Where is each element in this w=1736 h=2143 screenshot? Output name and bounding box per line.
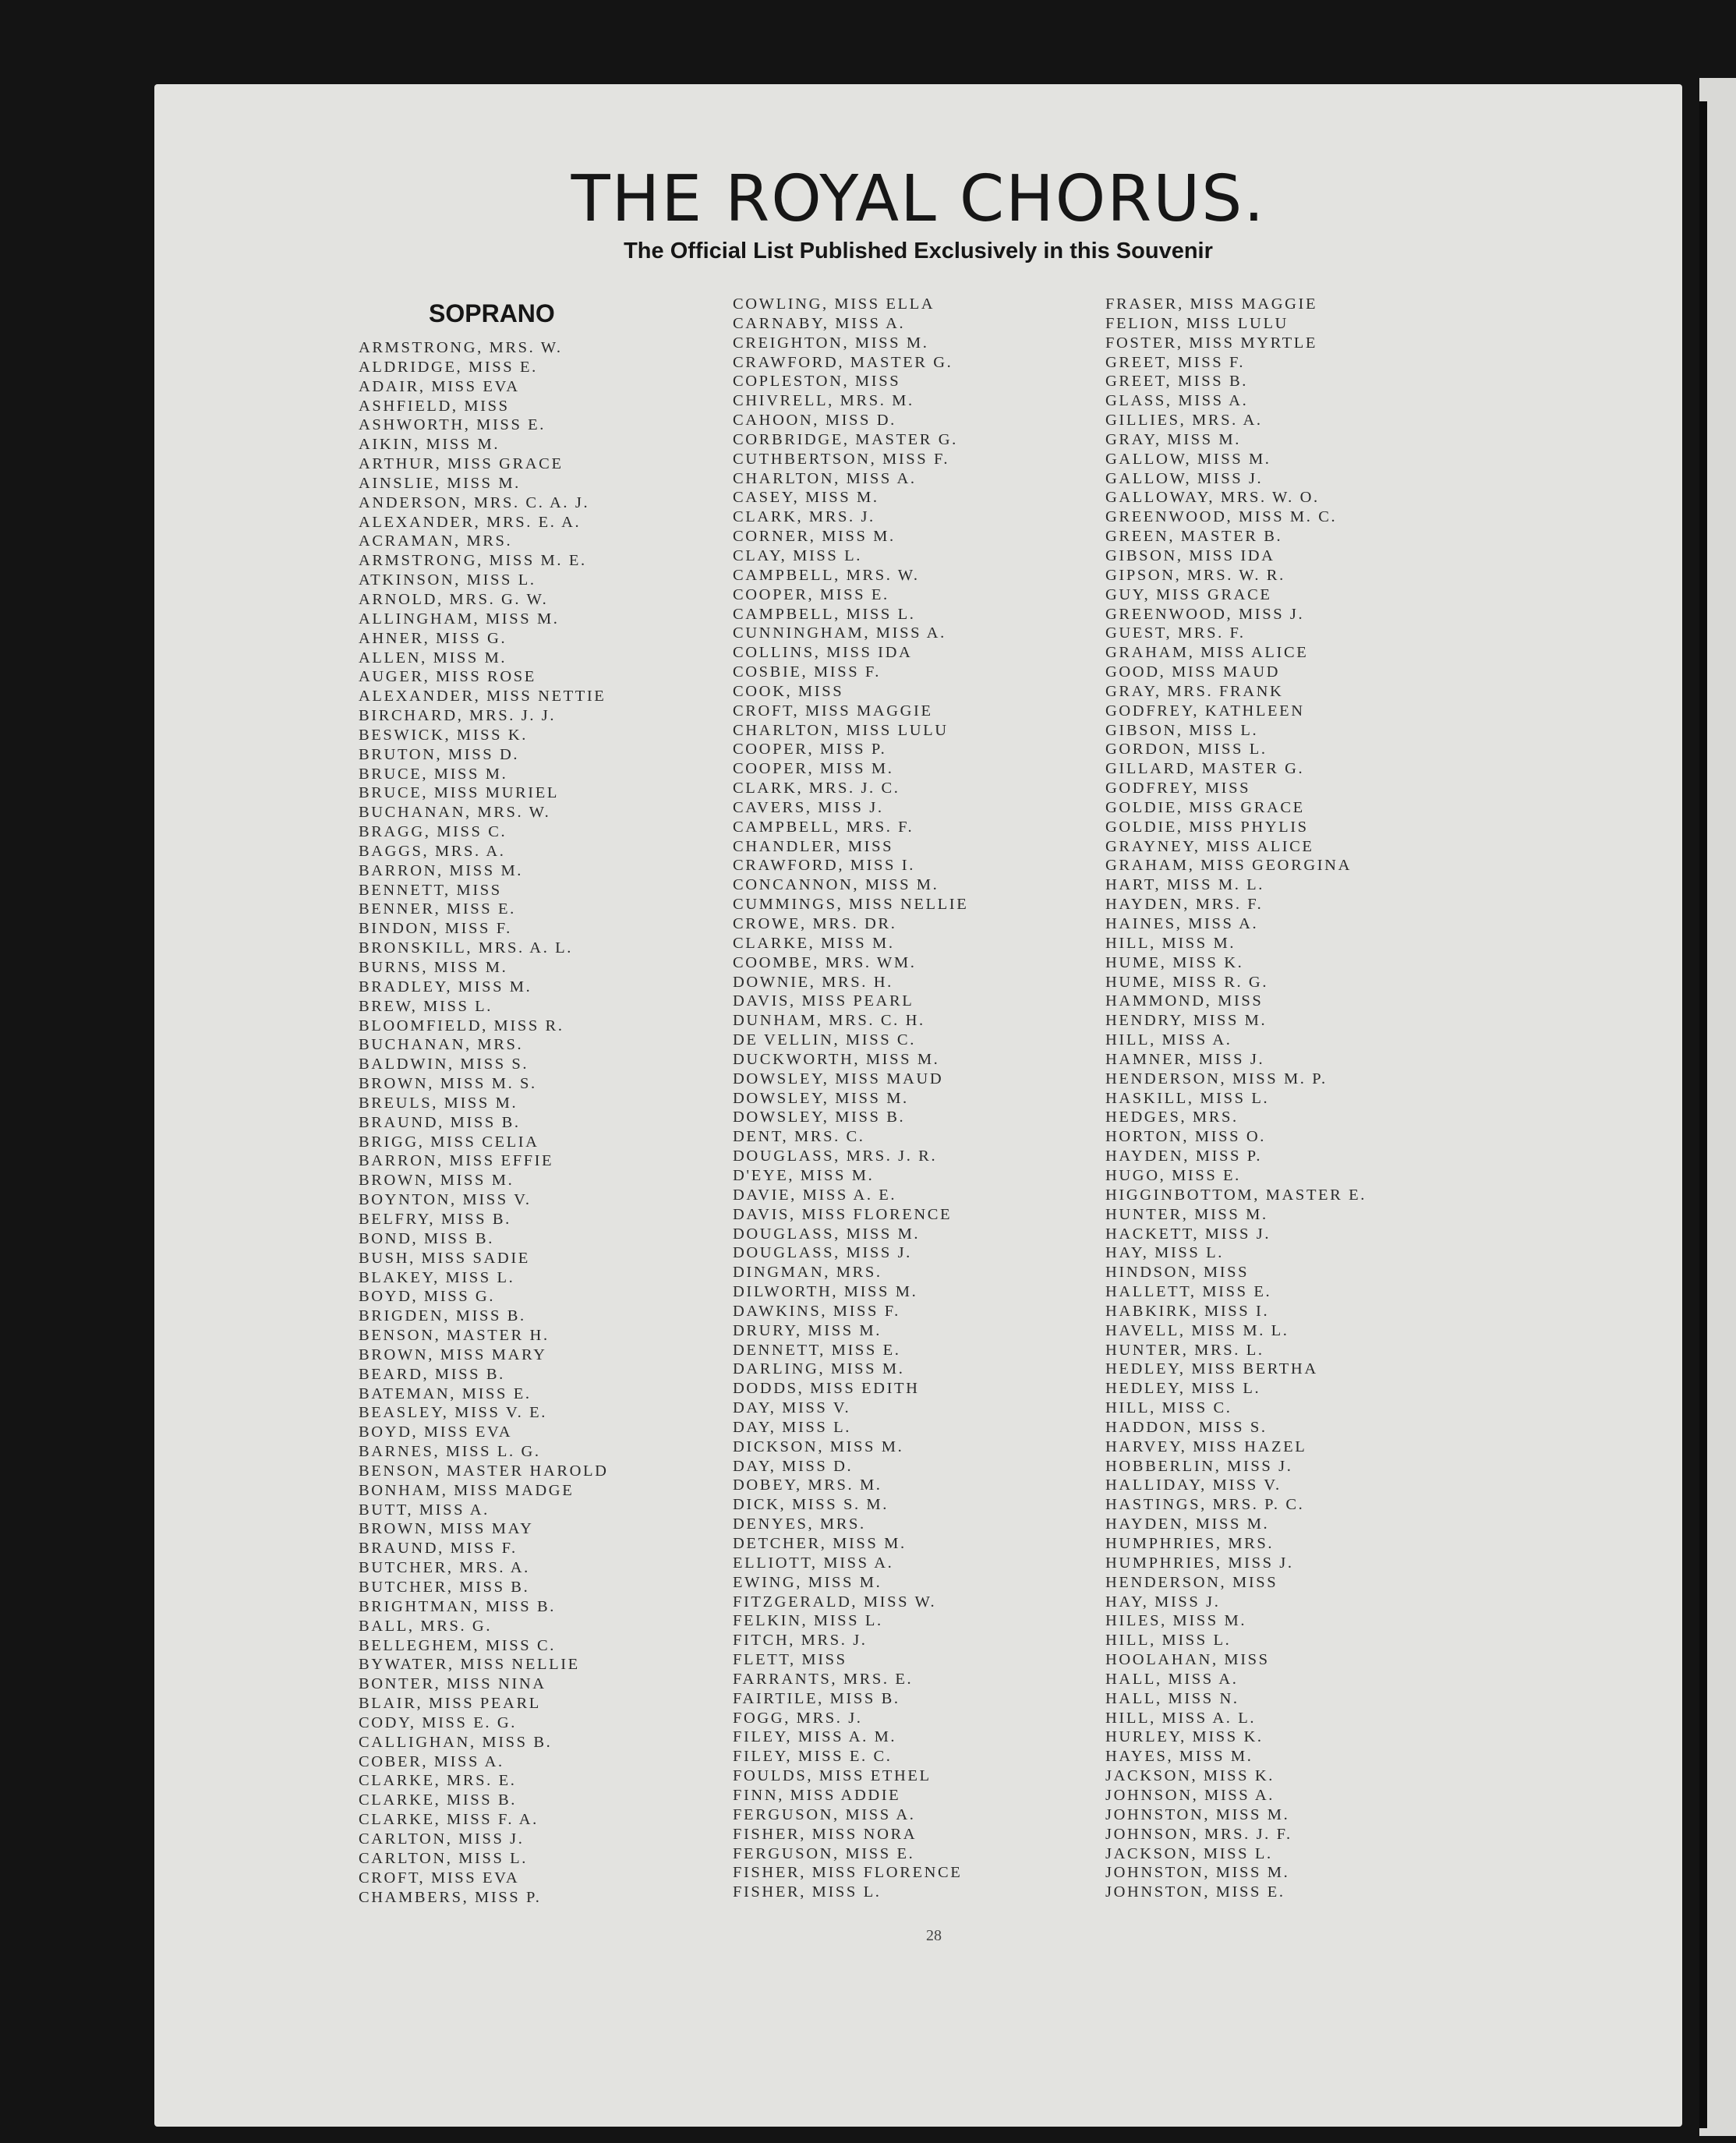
chorus-member-name: HACKETT, MISS J. xyxy=(1105,1225,1271,1243)
chorus-member-name: HOBBERLIN, MISS J. xyxy=(1105,1457,1293,1475)
chorus-member-name: DENT, MRS. C. xyxy=(733,1128,865,1146)
chorus-member-name: BUCHANAN, MRS. xyxy=(359,1036,524,1054)
chorus-member-name: BALDWIN, MISS S. xyxy=(359,1056,529,1073)
chorus-member-name: BONTER, MISS NINA xyxy=(359,1675,546,1693)
chorus-member-name: JACKSON, MISS L. xyxy=(1105,1844,1273,1862)
chorus-member-name: BARRON, MISS EFFIE xyxy=(359,1152,554,1170)
chorus-member-name: DOUGLASS, MRS. J. R. xyxy=(733,1148,938,1165)
chorus-member-name: CAMPBELL, MRS. W. xyxy=(733,566,920,584)
chorus-member-name: DODDS, MISS EDITH xyxy=(733,1380,920,1398)
chorus-member-name: CLARKE, MRS. E. xyxy=(359,1772,517,1790)
page-subtitle: The Official List Published Exclusively in this Souvenir xyxy=(624,239,1213,263)
chorus-member-name: CHARLTON, MISS A. xyxy=(733,469,917,487)
chorus-member-name: GOLDIE, MISS GRACE xyxy=(1105,798,1305,816)
chorus-member-name: BRIGDEN, MISS B. xyxy=(359,1307,526,1325)
chorus-member-name: GREET, MISS F. xyxy=(1105,353,1246,371)
chorus-member-name: GLASS, MISS A. xyxy=(1105,392,1249,410)
chorus-member-name: COWLING, MISS ELLA xyxy=(733,295,935,313)
chorus-member-name: GREEN, MASTER B. xyxy=(1105,528,1283,546)
chorus-member-name: GOOD, MISS MAUD xyxy=(1105,663,1281,681)
chorus-member-name: HUNTER, MRS. L. xyxy=(1105,1341,1264,1359)
chorus-member-name: ALEXANDER, MRS. E. A. xyxy=(359,513,582,531)
chorus-member-name: CROFT, MISS MAGGIE xyxy=(733,702,933,720)
chorus-member-name: HAVELL, MISS M. L. xyxy=(1105,1321,1289,1339)
chorus-member-name: CLAY, MISS L. xyxy=(733,546,862,564)
chorus-member-name: DAY, MISS L. xyxy=(733,1418,851,1436)
chorus-member-name: HEDLEY, MISS L. xyxy=(1105,1380,1261,1398)
chorus-member-name: BYWATER, MISS NELLIE xyxy=(359,1656,580,1674)
chorus-member-name: FISHER, MISS L. xyxy=(733,1883,882,1901)
chorus-member-name: HAYES, MISS M. xyxy=(1105,1748,1253,1766)
chorus-member-name: FILEY, MISS A. M. xyxy=(733,1728,897,1746)
chorus-member-name: CHIVRELL, MRS. M. xyxy=(733,392,914,410)
chorus-member-name: DENYES, MRS. xyxy=(733,1515,866,1533)
chorus-member-name: HURLEY, MISS K. xyxy=(1105,1728,1264,1746)
chorus-member-name: BREULS, MISS M. xyxy=(359,1094,518,1112)
chorus-member-name: FOULDS, MISS ETHEL xyxy=(733,1767,932,1785)
chorus-member-name: CORBRIDGE, MASTER G. xyxy=(733,430,958,448)
chorus-member-name: CONCANNON, MISS M. xyxy=(733,876,939,894)
chorus-member-name: BUCHANAN, MRS. W. xyxy=(359,804,551,822)
chorus-member-name: BROWN, MISS MAY xyxy=(359,1520,534,1538)
chorus-member-name: HALLIDAY, MISS V. xyxy=(1105,1476,1282,1494)
chorus-member-name: BIRCHARD, MRS. J. J. xyxy=(359,707,557,725)
chorus-member-name: CODY, MISS E. G. xyxy=(359,1713,517,1731)
chorus-member-name: DUCKWORTH, MISS M. xyxy=(733,1050,940,1068)
chorus-member-name: HENDERSON, MISS xyxy=(1105,1573,1278,1591)
chorus-member-name: HOOLAHAN, MISS xyxy=(1105,1651,1270,1669)
chorus-member-name: HALL, MISS A. xyxy=(1105,1670,1239,1688)
document-page xyxy=(154,84,1682,2127)
chorus-member-name: HEDGES, MRS. xyxy=(1105,1109,1239,1126)
chorus-member-name: GALLOW, MISS J. xyxy=(1105,469,1264,487)
chorus-member-name: ALLINGHAM, MISS M. xyxy=(359,610,560,628)
chorus-member-name: FITZGERALD, MISS W. xyxy=(733,1593,937,1611)
chorus-member-name: GUY, MISS GRACE xyxy=(1105,585,1272,603)
chorus-member-name: BRIGHTMAN, MISS B. xyxy=(359,1597,556,1615)
chorus-member-name: FISHER, MISS NORA xyxy=(733,1825,917,1843)
chorus-member-name: CHANDLER, MISS xyxy=(733,837,894,855)
chorus-member-name: FLETT, MISS xyxy=(733,1651,847,1669)
chorus-member-name: HIGGINBOTTOM, MASTER E. xyxy=(1105,1186,1367,1204)
chorus-member-name: GIPSON, MRS. W. R. xyxy=(1105,566,1285,584)
chorus-member-name: BOND, MISS B. xyxy=(359,1229,494,1247)
chorus-member-name: GRAY, MISS M. xyxy=(1105,430,1241,448)
chorus-member-name: DICKSON, MISS M. xyxy=(733,1438,904,1455)
chorus-member-name: HAYDEN, MISS P. xyxy=(1105,1148,1263,1165)
chorus-member-name: ARNOLD, MRS. G. W. xyxy=(359,590,549,608)
chorus-member-name: FITCH, MRS. J. xyxy=(733,1632,868,1650)
chorus-member-name: CUMMINGS, MISS NELLIE xyxy=(733,896,969,914)
chorus-member-name: HILL, MISS L. xyxy=(1105,1632,1232,1650)
chorus-member-name: CAHOON, MISS D. xyxy=(733,412,896,430)
chorus-member-name: HUMPHRIES, MRS. xyxy=(1105,1535,1275,1552)
chorus-member-name: GRAHAM, MISS GEORGINA xyxy=(1105,857,1352,875)
chorus-member-name: ADAIR, MISS EVA xyxy=(359,377,520,395)
chorus-member-name: HAINES, MISS A. xyxy=(1105,915,1259,932)
chorus-member-name: GIBSON, MISS L. xyxy=(1105,721,1259,739)
chorus-member-name: CLARKE, MISS F. A. xyxy=(359,1811,539,1829)
chorus-member-name: BARRON, MISS M. xyxy=(359,861,524,879)
section-heading: SOPRANO xyxy=(429,299,555,327)
chorus-member-name: GRAYNEY, MISS ALICE xyxy=(1105,837,1314,855)
chorus-member-name: FELION, MISS LULU xyxy=(1105,314,1289,332)
chorus-member-name: BREW, MISS L. xyxy=(359,997,493,1015)
chorus-member-name: HILES, MISS M. xyxy=(1105,1612,1247,1630)
chorus-member-name: BENSON, MASTER HAROLD xyxy=(359,1462,609,1480)
chorus-member-name: BLOOMFIELD, MISS R. xyxy=(359,1017,564,1034)
chorus-member-name: DAVIE, MISS A. E. xyxy=(733,1186,897,1204)
chorus-member-name: JOHNSTON, MISS E. xyxy=(1105,1883,1285,1901)
chorus-member-name: BRADLEY, MISS M. xyxy=(359,978,532,995)
chorus-member-name: DAWKINS, MISS F. xyxy=(733,1302,900,1320)
chorus-member-name: BROWN, MISS MARY xyxy=(359,1346,547,1363)
chorus-member-name: DICK, MISS S. M. xyxy=(733,1496,889,1514)
chorus-member-name: ARMSTRONG, MISS M. E. xyxy=(359,552,587,570)
chorus-member-name: DENNETT, MISS E. xyxy=(733,1341,901,1359)
chorus-member-name: HART, MISS M. L. xyxy=(1105,876,1265,894)
chorus-member-name: DOWSLEY, MISS M. xyxy=(733,1089,909,1107)
chorus-member-name: FILEY, MISS E. C. xyxy=(733,1748,893,1766)
chorus-member-name: CLARK, MRS. J. C. xyxy=(733,780,900,797)
chorus-member-name: BESWICK, MISS K. xyxy=(359,726,529,744)
chorus-member-name: GILLARD, MASTER G. xyxy=(1105,760,1305,778)
chorus-member-name: ACRAMAN, MRS. xyxy=(359,532,513,550)
chorus-member-name: D'EYE, MISS M. xyxy=(733,1166,875,1184)
name-column-3 xyxy=(1105,295,1367,1902)
chorus-member-name: DOWSLEY, MISS MAUD xyxy=(733,1070,944,1087)
chorus-member-name: BUSH, MISS SADIE xyxy=(359,1249,530,1267)
chorus-member-name: HUGO, MISS E. xyxy=(1105,1166,1241,1184)
chorus-member-name: GALLOWAY, MRS. W. O. xyxy=(1105,489,1320,507)
chorus-member-name: CAVERS, MISS J. xyxy=(733,798,884,816)
chorus-member-name: DAVIS, MISS PEARL xyxy=(733,992,914,1010)
chorus-member-name: HINDSON, MISS xyxy=(1105,1264,1250,1282)
chorus-member-name: HASTINGS, MRS. P. C. xyxy=(1105,1496,1305,1514)
chorus-member-name: GRAHAM, MISS ALICE xyxy=(1105,644,1309,662)
chorus-member-name: HUNTER, MISS M. xyxy=(1105,1205,1268,1223)
name-list xyxy=(1105,295,1367,1902)
chorus-member-name: ELLIOTT, MISS A. xyxy=(733,1554,894,1572)
chorus-member-name: FRASER, MISS MAGGIE xyxy=(1105,295,1318,313)
chorus-member-name: AHNER, MISS G. xyxy=(359,629,507,647)
chorus-member-name: BARNES, MISS L. G. xyxy=(359,1443,541,1461)
chorus-member-name: CAMPBELL, MISS L. xyxy=(733,605,916,623)
chorus-member-name: ARTHUR, MISS GRACE xyxy=(359,455,564,473)
chorus-member-name: GUEST, MRS. F. xyxy=(1105,624,1246,642)
chorus-member-name: HILL, MISS C. xyxy=(1105,1399,1232,1417)
chorus-member-name: COOMBE, MRS. WM. xyxy=(733,953,917,971)
chorus-member-name: DOWSLEY, MISS B. xyxy=(733,1109,906,1126)
chorus-member-name: BRAUND, MISS F. xyxy=(359,1540,518,1558)
chorus-member-name: GORDON, MISS L. xyxy=(1105,741,1268,759)
chorus-member-name: BURNS, MISS M. xyxy=(359,959,508,976)
chorus-member-name: CRAWFORD, MASTER G. xyxy=(733,353,953,371)
chorus-member-name: ALEXANDER, MISS NETTIE xyxy=(359,688,606,705)
name-column-2 xyxy=(733,295,968,1902)
chorus-member-name: ALDRIDGE, MISS E. xyxy=(359,358,538,376)
chorus-member-name: HILL, MISS A. L. xyxy=(1105,1709,1257,1727)
chorus-member-name: BAGGS, MRS. A. xyxy=(359,842,506,860)
chorus-member-name: DAY, MISS D. xyxy=(733,1457,854,1475)
chorus-member-name: CREIGHTON, MISS M. xyxy=(733,334,929,352)
chorus-member-name: GODFREY, KATHLEEN xyxy=(1105,702,1305,720)
chorus-member-name: CROWE, MRS. DR. xyxy=(733,915,897,932)
chorus-member-name: FERGUSON, MISS A. xyxy=(733,1805,916,1823)
chorus-member-name: BEARD, MISS B. xyxy=(359,1365,505,1383)
chorus-member-name: CHAMBERS, MISS P. xyxy=(359,1888,542,1906)
chorus-member-name: DARLING, MISS M. xyxy=(733,1360,905,1378)
chorus-member-name: HAYDEN, MRS. F. xyxy=(1105,896,1264,914)
chorus-member-name: COOPER, MISS P. xyxy=(733,741,887,759)
chorus-member-name: EWING, MISS M. xyxy=(733,1573,882,1591)
chorus-member-name: BUTT, MISS A. xyxy=(359,1501,490,1519)
chorus-member-name: BOYNTON, MISS V. xyxy=(359,1191,532,1209)
chorus-member-name: CUTHBERTSON, MISS F. xyxy=(733,450,950,468)
chorus-member-name: CUNNINGHAM, MISS A. xyxy=(733,624,946,642)
chorus-member-name: CLARKE, MISS M. xyxy=(733,934,895,952)
chorus-member-name: ANDERSON, MRS. C. A. J. xyxy=(359,493,590,511)
chorus-member-name: BATEMAN, MISS E. xyxy=(359,1384,532,1402)
chorus-member-name: ASHWORTH, MISS E. xyxy=(359,416,546,434)
chorus-member-name: ASHFIELD, MISS xyxy=(359,397,510,415)
name-list xyxy=(733,295,968,1902)
chorus-member-name: FISHER, MISS FLORENCE xyxy=(733,1864,963,1882)
chorus-member-name: BENNETT, MISS xyxy=(359,881,502,899)
chorus-member-name: JACKSON, MISS K. xyxy=(1105,1767,1275,1785)
chorus-member-name: BOYD, MISS G. xyxy=(359,1288,496,1306)
chorus-member-name: DOUGLASS, MISS M. xyxy=(733,1225,921,1243)
page-title: THE ROYAL CHORUS. xyxy=(571,162,1266,236)
chorus-member-name: CROFT, MISS EVA xyxy=(359,1869,520,1887)
chorus-member-name: BRUTON, MISS D. xyxy=(359,745,520,763)
chorus-member-name: BRUCE, MISS M. xyxy=(359,765,508,783)
chorus-member-name: BOYD, MISS EVA xyxy=(359,1423,513,1441)
chorus-member-name: BRONSKILL, MRS. A. L. xyxy=(359,939,574,957)
chorus-member-name: JOHNSON, MISS A. xyxy=(1105,1786,1275,1804)
chorus-member-name: BENNER, MISS E. xyxy=(359,900,516,918)
chorus-member-name: HILL, MISS A. xyxy=(1105,1031,1232,1049)
chorus-member-name: AIKIN, MISS M. xyxy=(359,436,500,454)
chorus-member-name: BELLEGHEM, MISS C. xyxy=(359,1636,556,1654)
chorus-member-name: BRAGG, MISS C. xyxy=(359,823,507,841)
chorus-member-name: JOHNSTON, MISS M. xyxy=(1105,1864,1290,1882)
chorus-member-name: COPLESTON, MISS xyxy=(733,373,901,391)
chorus-member-name: HADDON, MISS S. xyxy=(1105,1418,1268,1436)
chorus-member-name: HAY, MISS L. xyxy=(1105,1244,1224,1262)
chorus-member-name: CARLTON, MISS L. xyxy=(359,1849,529,1867)
chorus-member-name: BENSON, MASTER H. xyxy=(359,1327,550,1345)
chorus-member-name: CRAWFORD, MISS I. xyxy=(733,857,915,875)
chorus-member-name: COBER, MISS A. xyxy=(359,1752,504,1770)
chorus-member-name: FARRANTS, MRS. E. xyxy=(733,1670,914,1688)
chorus-member-name: COLLINS, MISS IDA xyxy=(733,644,913,662)
chorus-member-name: ATKINSON, MISS L. xyxy=(359,571,536,589)
chorus-member-name: COSBIE, MISS F. xyxy=(733,663,882,681)
chorus-member-name: BLAKEY, MISS L. xyxy=(359,1268,515,1286)
chorus-member-name: AUGER, MISS ROSE xyxy=(359,668,536,686)
chorus-member-name: JOHNSON, MRS. J. F. xyxy=(1105,1825,1292,1843)
chorus-member-name: BROWN, MISS M. S. xyxy=(359,1075,537,1093)
chorus-member-name: DETCHER, MISS M. xyxy=(733,1535,907,1552)
chorus-member-name: FOSTER, MISS MYRTLE xyxy=(1105,334,1317,352)
chorus-member-name: DAVIS, MISS FLORENCE xyxy=(733,1205,953,1223)
page-number: 28 xyxy=(926,1927,942,1944)
chorus-member-name: DINGMAN, MRS. xyxy=(733,1264,882,1282)
chorus-member-name: HUME, MISS R. G. xyxy=(1105,973,1269,991)
chorus-member-name: BLAIR, MISS PEARL xyxy=(359,1695,541,1713)
chorus-member-name: DOBEY, MRS. M. xyxy=(733,1476,882,1494)
chorus-member-name: HORTON, MISS O. xyxy=(1105,1128,1266,1146)
chorus-member-name: CORNER, MISS M. xyxy=(733,528,896,546)
chorus-member-name: BALL, MRS. G. xyxy=(359,1617,493,1635)
chorus-member-name: HILL, MISS M. xyxy=(1105,934,1236,952)
chorus-member-name: HABKIRK, MISS I. xyxy=(1105,1302,1270,1320)
chorus-member-name: FELKIN, MISS L. xyxy=(733,1612,883,1630)
chorus-member-name: BRIGG, MISS CELIA xyxy=(359,1133,539,1151)
chorus-member-name: HUMPHRIES, MISS J. xyxy=(1105,1554,1294,1572)
chorus-member-name: DOUGLASS, MISS J. xyxy=(733,1244,912,1262)
chorus-member-name: GALLOW, MISS M. xyxy=(1105,450,1271,468)
chorus-member-name: HUME, MISS K. xyxy=(1105,953,1244,971)
chorus-member-name: FERGUSON, MISS E. xyxy=(733,1844,915,1862)
chorus-member-name: GOLDIE, MISS PHYLIS xyxy=(1105,818,1309,836)
chorus-member-name: GREENWOOD, MISS M. C. xyxy=(1105,508,1338,526)
chorus-member-name: HAYDEN, MISS M. xyxy=(1105,1515,1270,1533)
adjacent-page-edge xyxy=(1699,78,1736,2136)
chorus-member-name: DE VELLIN, MISS C. xyxy=(733,1031,916,1049)
chorus-member-name: CALLIGHAN, MISS B. xyxy=(359,1733,553,1751)
chorus-member-name: HAMMOND, MISS xyxy=(1105,992,1264,1010)
chorus-member-name: GILLIES, MRS. A. xyxy=(1105,412,1263,430)
chorus-member-name: COOPER, MISS E. xyxy=(733,585,889,603)
chorus-member-name: HAY, MISS J. xyxy=(1105,1593,1221,1611)
chorus-member-name: BEASLEY, MISS V. E. xyxy=(359,1404,547,1422)
chorus-member-name: GIBSON, MISS IDA xyxy=(1105,546,1275,564)
chorus-member-name: BUTCHER, MISS B. xyxy=(359,1579,530,1596)
chorus-member-name: ALLEN, MISS M. xyxy=(359,649,507,667)
chorus-member-name: BELFRY, MISS B. xyxy=(359,1210,511,1228)
chorus-member-name: GREET, MISS B. xyxy=(1105,373,1248,391)
chorus-member-name: BRUCE, MISS MURIEL xyxy=(359,784,559,802)
chorus-member-name: HENDERSON, MISS M. P. xyxy=(1105,1070,1328,1087)
chorus-member-name: AINSLIE, MISS M. xyxy=(359,474,521,492)
chorus-member-name: COOPER, MISS M. xyxy=(733,760,894,778)
chorus-member-name: CHARLTON, MISS LULU xyxy=(733,721,949,739)
chorus-member-name: DILWORTH, MISS M. xyxy=(733,1283,918,1301)
chorus-member-name: CLARKE, MISS B. xyxy=(359,1791,518,1809)
chorus-member-name: CARLTON, MISS J. xyxy=(359,1830,525,1848)
chorus-member-name: HEDLEY, MISS BERTHA xyxy=(1105,1360,1318,1378)
chorus-member-name: HARVEY, MISS HAZEL xyxy=(1105,1438,1307,1455)
chorus-member-name: HENDRY, MISS M. xyxy=(1105,1012,1268,1030)
chorus-member-name: ARMSTRONG, MRS. W. xyxy=(359,339,563,356)
chorus-member-name: DAY, MISS V. xyxy=(733,1399,851,1417)
chorus-member-name: BROWN, MISS M. xyxy=(359,1172,514,1190)
chorus-member-name: GRAY, MRS. FRANK xyxy=(1105,682,1284,700)
chorus-member-name: CLARK, MRS. J. xyxy=(733,508,875,526)
chorus-member-name: DOWNIE, MRS. H. xyxy=(733,973,893,991)
chorus-member-name: CASEY, MISS M. xyxy=(733,489,879,507)
chorus-member-name: FINN, MISS ADDIE xyxy=(733,1786,901,1804)
chorus-member-name: FAIRTILE, MISS B. xyxy=(733,1689,900,1707)
chorus-member-name: GODFREY, MISS xyxy=(1105,780,1251,797)
chorus-member-name: HALLETT, MISS E. xyxy=(1105,1283,1272,1301)
name-list xyxy=(359,338,609,1907)
chorus-member-name: HAMNER, MISS J. xyxy=(1105,1050,1265,1068)
chorus-member-name: GREENWOOD, MISS J. xyxy=(1105,605,1305,623)
chorus-member-name: FOGG, MRS. J. xyxy=(733,1709,863,1727)
chorus-member-name: JOHNSTON, MISS M. xyxy=(1105,1805,1290,1823)
chorus-member-name: HASKILL, MISS L. xyxy=(1105,1089,1270,1107)
chorus-member-name: BINDON, MISS F. xyxy=(359,920,512,938)
chorus-member-name: DUNHAM, MRS. C. H. xyxy=(733,1012,925,1030)
chorus-member-name: CAMPBELL, MRS. F. xyxy=(733,818,914,836)
chorus-member-name: CARNABY, MISS A. xyxy=(733,314,906,332)
chorus-member-name: HALL, MISS N. xyxy=(1105,1689,1239,1707)
chorus-member-name: BUTCHER, MRS. A. xyxy=(359,1559,530,1577)
chorus-member-name: BRAUND, MISS B. xyxy=(359,1113,521,1131)
chorus-member-name: BONHAM, MISS MADGE xyxy=(359,1481,575,1499)
chorus-member-name: COOK, MISS xyxy=(733,682,844,700)
name-column-1 xyxy=(359,295,609,1907)
chorus-member-name: DRURY, MISS M. xyxy=(733,1321,882,1339)
